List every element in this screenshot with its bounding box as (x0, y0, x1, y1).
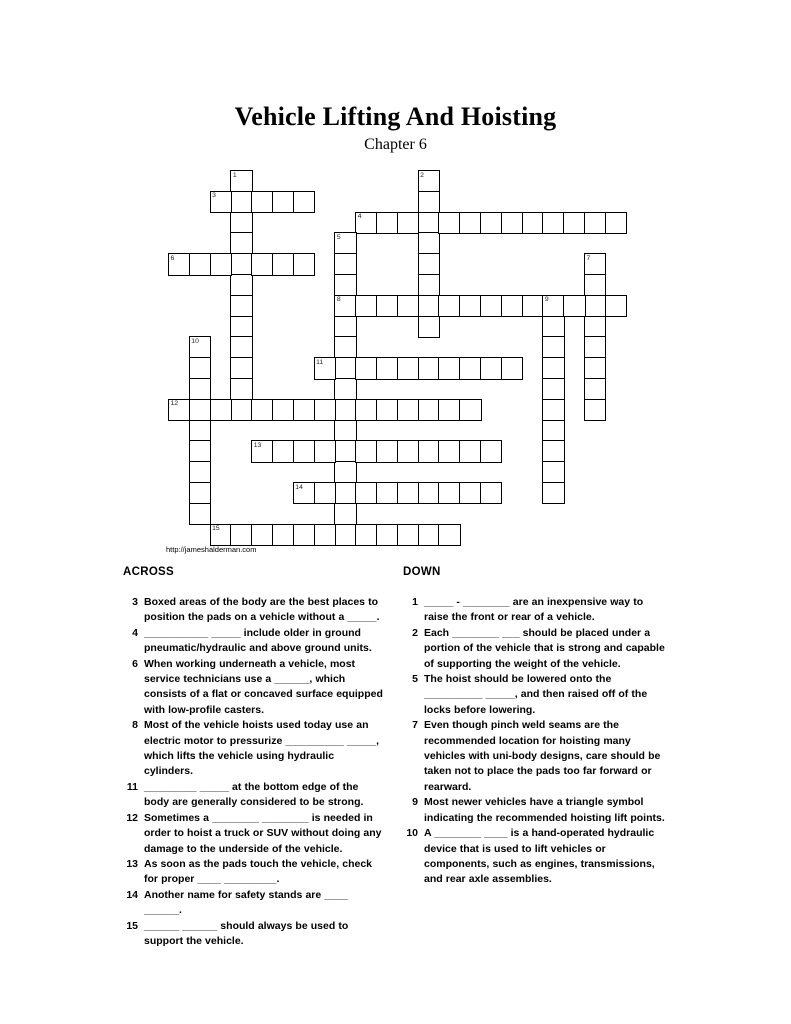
clue-item-across-15 (123, 919, 393, 950)
across-heading: ACROSS (123, 566, 175, 578)
grid-cell[interactable] (418, 212, 440, 234)
grid-cell[interactable] (459, 357, 481, 379)
cell-number: 11 (316, 358, 324, 366)
grid-cell[interactable] (397, 399, 419, 421)
grid-cell[interactable] (293, 191, 315, 213)
clue-number: 5 (412, 673, 418, 686)
grid-cell[interactable] (438, 357, 460, 379)
clue-item-down-10 (403, 826, 675, 888)
clue-item-across-3 (123, 595, 393, 626)
grid-cell[interactable] (376, 524, 398, 546)
grid-cell[interactable] (355, 440, 377, 462)
grid-cell[interactable] (542, 440, 564, 462)
clue-text: ______ ______ should always be used to support the vehicle. (144, 919, 349, 947)
grid-cell[interactable] (480, 212, 502, 234)
grid-cell[interactable] (230, 232, 252, 254)
grid-cell[interactable] (230, 357, 252, 379)
grid-cell[interactable] (334, 461, 356, 483)
grid-cell[interactable] (334, 482, 356, 504)
grid-cell[interactable] (230, 399, 252, 421)
grid-cell[interactable] (334, 357, 356, 379)
grid-cell[interactable] (542, 378, 564, 400)
cell-number: 10 (191, 337, 199, 345)
grid-cell[interactable] (542, 212, 564, 234)
across-list (123, 595, 393, 949)
across-clues-section (123, 566, 393, 949)
grid-cell[interactable] (542, 316, 564, 338)
grid-cell[interactable] (314, 482, 336, 504)
grid-cell[interactable] (397, 295, 419, 317)
grid-cell[interactable] (314, 399, 336, 421)
grid-cell[interactable] (584, 253, 606, 275)
clue-number: 9 (412, 796, 418, 809)
grid-cell[interactable] (418, 295, 440, 317)
grid-cell[interactable] (189, 461, 211, 483)
grid-cell[interactable] (418, 316, 440, 338)
clue-item-down-5 (403, 672, 675, 718)
grid-cell[interactable] (272, 191, 294, 213)
grid-cell[interactable] (334, 399, 356, 421)
page-subtitle: Chapter 6 (364, 136, 427, 153)
grid-cell[interactable] (542, 399, 564, 421)
clue-number: 7 (412, 719, 418, 732)
grid-cell[interactable] (480, 440, 502, 462)
grid-cell[interactable] (230, 170, 252, 192)
grid-cell[interactable] (584, 378, 606, 400)
grid-cell[interactable] (459, 482, 481, 504)
clue-number: 10 (406, 827, 418, 840)
grid-cell[interactable] (293, 524, 315, 546)
grid-cell[interactable] (189, 482, 211, 504)
clue-number: 4 (132, 626, 138, 639)
grid-cell[interactable] (355, 357, 377, 379)
grid-cell[interactable] (418, 253, 440, 275)
grid-cell[interactable] (584, 316, 606, 338)
grid-cell[interactable] (522, 295, 544, 317)
cell-number: 2 (420, 171, 424, 179)
grid-cell[interactable] (355, 524, 377, 546)
grid-cell[interactable] (168, 253, 190, 275)
grid-cell[interactable] (334, 253, 356, 275)
grid-cell[interactable] (334, 336, 356, 358)
clue-number: 6 (132, 657, 138, 670)
clue-item-across-6 (123, 657, 393, 719)
clue-number: 12 (126, 811, 138, 824)
grid-cell[interactable] (438, 524, 460, 546)
grid-cell[interactable] (355, 399, 377, 421)
grid-cell[interactable] (418, 399, 440, 421)
grid-cell[interactable] (522, 212, 544, 234)
grid-cell[interactable] (189, 420, 211, 442)
cell-number: 7 (586, 254, 591, 262)
clue-text: Each ________ ___ should be placed under a portion of the vehicle that is strong and capable of supporting the weight of the vehicle. (424, 626, 665, 670)
grid-cell[interactable] (542, 482, 564, 504)
grid-cell[interactable] (438, 295, 460, 317)
grid-cell[interactable] (334, 274, 356, 296)
cell-number: 1 (232, 171, 237, 179)
grid-cell[interactable] (542, 461, 564, 483)
grid-cell[interactable] (210, 524, 232, 546)
grid-cell[interactable] (189, 503, 211, 525)
grid-cell[interactable] (230, 316, 252, 338)
grid-cell[interactable] (563, 212, 585, 234)
cell-number: 14 (295, 483, 303, 491)
grid-cell[interactable] (605, 295, 627, 317)
grid-cell[interactable] (438, 440, 460, 462)
cell-number: 9 (544, 296, 549, 304)
grid-cell[interactable] (584, 357, 606, 379)
grid-cell[interactable] (584, 212, 606, 234)
clue-number: 3 (132, 596, 138, 608)
grid-cell[interactable] (605, 212, 627, 234)
clue-number: 15 (126, 919, 138, 932)
clue-text: Most newer vehicles have a triangle symbol indicating the recommended hoisting lift points. (424, 796, 665, 824)
grid-cell[interactable] (251, 191, 273, 213)
clue-number: 11 (126, 780, 138, 793)
clue-text: A ________ ____ is a hand-operated hydraulic device that is used to lift vehicles or components, such as engines, transmissions, and rear axle assemblies. (424, 827, 655, 886)
grid-cell[interactable] (584, 399, 606, 421)
grid-cell[interactable] (230, 524, 252, 546)
grid-cell[interactable] (272, 253, 294, 275)
grid-cell[interactable] (418, 191, 440, 213)
grid-cell[interactable] (314, 357, 336, 379)
grid-cell[interactable] (397, 482, 419, 504)
grid-cell[interactable] (438, 212, 460, 234)
cell-number: 4 (357, 213, 362, 221)
grid-cell[interactable] (334, 378, 356, 400)
grid-cell[interactable] (230, 336, 252, 358)
grid-cell[interactable] (189, 253, 211, 275)
grid-cell[interactable] (542, 357, 564, 379)
grid-cell[interactable] (376, 399, 398, 421)
clue-number: 14 (126, 888, 138, 901)
clue-item-across-13 (123, 857, 393, 888)
grid-cell[interactable] (210, 253, 232, 275)
page-title: Vehicle Lifting And Hoisting (234, 102, 557, 131)
grid-cell[interactable] (355, 295, 377, 317)
grid-cell[interactable] (376, 357, 398, 379)
grid-cell[interactable] (418, 440, 440, 462)
grid-cell[interactable] (293, 399, 315, 421)
cell-number: 12 (170, 400, 179, 408)
grid-cell[interactable] (293, 440, 315, 462)
grid-cell[interactable] (251, 524, 273, 546)
source-url: http://jameshalderman.com (166, 545, 257, 554)
grid-cell[interactable] (293, 482, 315, 504)
grid-cell[interactable] (189, 399, 211, 421)
grid-cell[interactable] (230, 253, 252, 275)
grid-cell[interactable] (272, 440, 294, 462)
grid-cell[interactable] (418, 357, 440, 379)
clue-number: 1 (412, 596, 418, 608)
grid-cell[interactable] (272, 524, 294, 546)
grid-cell[interactable] (334, 420, 356, 442)
grid-cell[interactable] (438, 399, 460, 421)
grid-cell[interactable] (230, 191, 252, 213)
grid-cell[interactable] (293, 253, 315, 275)
grid-cell[interactable] (397, 524, 419, 546)
grid-cell[interactable] (459, 440, 481, 462)
grid-cell[interactable] (334, 232, 356, 254)
cell-number: 15 (212, 525, 220, 533)
grid-cell[interactable] (397, 440, 419, 462)
clue-text: Sometimes a ________ ________ is needed in order to hoist a truck or SUV without doing any damage to the underside of the vehicle. (144, 811, 382, 855)
clue-text: _________ _____ at the bottom edge of the body are generally considered to be strong. (144, 780, 364, 809)
grid-cell[interactable] (584, 295, 606, 317)
grid-cell[interactable] (230, 378, 252, 400)
clue-text: Another name for safety stands are ____ ______. (144, 888, 348, 917)
grid-cell[interactable] (272, 399, 294, 421)
clue-text: _____ - ________ are an inexpensive way to raise the front or rear of a vehicle. (424, 596, 644, 624)
cell-number: 13 (253, 441, 262, 449)
grid-cell[interactable] (480, 357, 502, 379)
grid-cell[interactable] (542, 336, 564, 358)
grid-cell[interactable] (355, 482, 377, 504)
grid-cell[interactable] (168, 399, 190, 421)
grid-cell[interactable] (397, 357, 419, 379)
grid-cell[interactable] (376, 440, 398, 462)
clue-item-across-8 (123, 718, 393, 780)
cell-number: 8 (336, 296, 341, 304)
grid-cell[interactable] (376, 212, 398, 234)
clue-text: Most of the vehicle hoists used today use an electric motor to pressurize __________ _____, which lifts the vehicle using hydraulic cylinders. (144, 719, 380, 778)
grid-cell[interactable] (251, 253, 273, 275)
grid-cell[interactable] (563, 295, 585, 317)
grid-cell[interactable] (418, 524, 440, 546)
cell-number: 6 (170, 254, 175, 262)
clue-text: Even though pinch weld seams are the recommended location for hoisting many vehicles with uni-body designs, care should be taken not to place the pads too far forward or rearward. (424, 719, 661, 793)
clue-text: Boxed areas of the body are the best places to position the pads on a vehicle without a _____. (144, 596, 380, 624)
clue-text: ___________ _____ include older in ground pneumatic/hydraulic and above ground units. (144, 626, 372, 655)
grid-cell[interactable] (189, 357, 211, 379)
grid-cell[interactable] (251, 440, 273, 462)
cell-number: 3 (212, 192, 216, 200)
grid-cell[interactable] (584, 274, 606, 296)
grid-cell[interactable] (189, 336, 211, 358)
grid-cell[interactable] (397, 212, 419, 234)
grid-cell[interactable] (418, 274, 440, 296)
clue-item-down-7 (403, 718, 675, 795)
grid-cell[interactable] (376, 295, 398, 317)
grid-cell[interactable] (314, 524, 336, 546)
cell-number: 5 (336, 233, 341, 241)
grid-cell[interactable] (210, 399, 232, 421)
grid-cell[interactable] (189, 378, 211, 400)
clue-item-across-4 (123, 626, 393, 657)
clue-item-down-2 (403, 626, 675, 672)
grid-cell[interactable] (251, 399, 273, 421)
grid-cell[interactable] (376, 482, 398, 504)
grid-cell[interactable] (355, 212, 377, 234)
crossword-grid (168, 170, 627, 546)
clue-item-across-11 (123, 780, 393, 811)
grid-cell[interactable] (230, 295, 252, 317)
grid-cell[interactable] (230, 274, 252, 296)
down-heading: DOWN (403, 566, 441, 578)
grid-cell[interactable] (480, 295, 502, 317)
grid-cell[interactable] (418, 170, 440, 192)
clue-number: 2 (412, 626, 418, 639)
clue-number: 8 (132, 719, 138, 732)
grid-cell[interactable] (334, 440, 356, 462)
grid-cell[interactable] (459, 212, 481, 234)
grid-cell[interactable] (459, 295, 481, 317)
clue-item-across-14 (123, 888, 393, 919)
grid-cell[interactable] (542, 420, 564, 442)
grid-cell[interactable] (480, 482, 502, 504)
grid-cell[interactable] (334, 316, 356, 338)
clue-text: The hoist should be lowered onto the __________ _____, and then raised off of the locks before lowering. (424, 673, 648, 716)
grid-cell[interactable] (459, 399, 481, 421)
clue-item-across-12 (123, 811, 393, 857)
grid-cell[interactable] (584, 336, 606, 358)
clue-number: 13 (126, 857, 138, 870)
grid-cell[interactable] (542, 295, 564, 317)
grid-cell[interactable] (418, 482, 440, 504)
grid-cell[interactable] (501, 212, 523, 234)
grid-cell[interactable] (501, 357, 523, 379)
down-clues-section (403, 566, 675, 888)
grid-cell[interactable] (314, 440, 336, 462)
grid-cell[interactable] (334, 503, 356, 525)
clue-text: When working underneath a vehicle, most service technicians use a ______, which consists of a flat or concaved surface equipped with low-profile casters. (144, 657, 383, 716)
grid-cell[interactable] (210, 191, 232, 213)
clue-item-down-1 (403, 595, 675, 626)
grid-cell[interactable] (230, 212, 252, 234)
grid-cell[interactable] (438, 482, 460, 504)
down-list (403, 595, 675, 888)
grid-cell[interactable] (501, 295, 523, 317)
grid-cell[interactable] (189, 440, 211, 462)
clue-text: As soon as the pads touch the vehicle, check for proper ____ _________. (144, 857, 373, 886)
grid-cell[interactable] (334, 295, 356, 317)
grid-cell[interactable] (418, 232, 440, 254)
grid-cell[interactable] (334, 524, 356, 546)
clue-item-down-9 (403, 795, 675, 826)
